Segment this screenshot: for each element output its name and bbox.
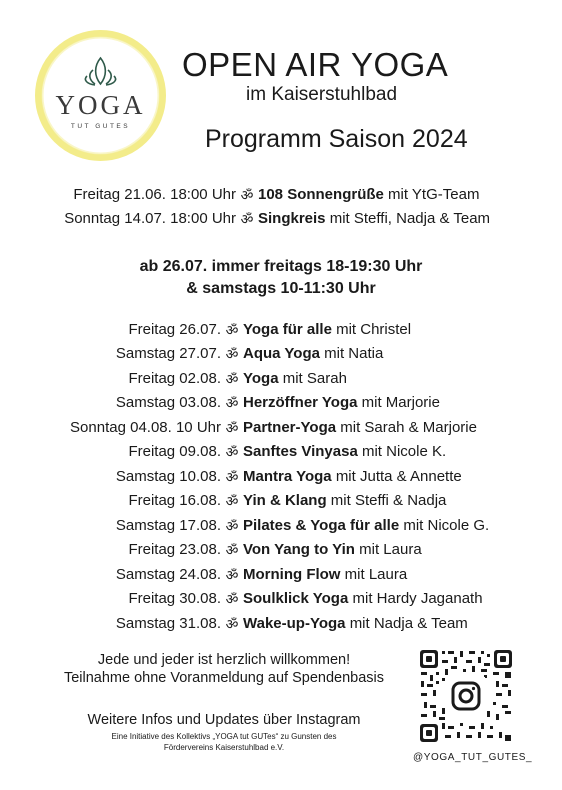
event-name: Sanftes Vinyasa [243,443,358,460]
weekly-event-row [0,370,562,388]
event-date: Freitag 16.08. [128,492,221,509]
weekly-event-row [0,345,562,363]
weekly-event-row [0,468,562,486]
instagram-handle[interactable]: @YOGA_TUT_GUTES_ [413,752,533,763]
om-icon: ॐ [225,567,239,583]
qr-code[interactable] [418,648,514,744]
weekly-event-row [0,541,562,559]
event-date: Samstag 10.08. [115,468,221,485]
weekly-event-row [0,394,562,412]
welcome-text: Jede und jeder ist herzlich willkommen! [97,652,351,668]
om-icon: ॐ [225,322,239,338]
event-teacher: mit Sarah & Marjorie [340,419,477,436]
event-date: Samstag 31.08. [115,615,221,632]
event-name: Aqua Yoga [243,345,320,362]
event-teacher: mit Laura [344,566,408,583]
weekly-event-row [0,566,562,584]
event-teacher: mit Laura [359,541,422,558]
event-date: Freitag 02.08. [128,370,221,387]
weekly-event-row [0,321,562,339]
event-name: Yin & Klang [243,492,327,509]
event-name: Mantra Yoga [243,468,332,485]
om-icon: ॐ [225,469,239,485]
schedule-note-line1: ab 26.07. immer freitags 18-19:30 Uhr [139,258,423,275]
participation-text: Teilnahme ohne Voranmeldung auf Spendenbasis [63,670,385,686]
om-icon: ॐ [240,187,254,203]
yoga-tut-gutes-logo [33,28,168,163]
event-name: Herzöffner Yoga [243,394,358,411]
page-subtitle: im Kaiserstuhlbad [246,84,398,105]
event-date: Freitag 30.08. [128,590,221,607]
season-heading: Programm Saison 2024 [205,125,468,153]
om-icon: ॐ [240,211,254,227]
logo-subline: TUT GUTES [70,123,131,130]
initiative-text-line2: Fördervereins Kaiserstuhlbad e.V. [163,743,285,752]
event-teacher: mit Steffi & Nadja [330,492,447,509]
page-title: OPEN AIR YOGA [182,46,449,83]
om-icon: ॐ [225,591,239,607]
event-teacher: mit Nadja & Team [349,615,468,632]
event-name: Partner-Yoga [243,419,337,436]
event-name: Yoga [243,370,279,387]
om-icon: ॐ [225,346,239,362]
weekly-event-row [0,517,562,535]
event-date: Freitag 26.07. [128,321,221,338]
special-event-row [0,210,562,228]
om-icon: ॐ [225,444,239,460]
weekly-event-row [0,590,562,608]
event-name: Yoga für alle [243,321,332,338]
om-icon: ॐ [225,420,239,436]
event-teacher: mit Marjorie [361,394,440,411]
event-date: Freitag 09.08. [128,443,221,460]
event-date: Freitag 23.08. [128,541,221,558]
event-teacher: mit Christel [336,321,412,338]
instagram-info-text: Weitere Infos und Updates über Instagram [87,712,361,728]
event-teacher: mit Jutta & Annette [335,468,462,485]
weekly-event-row [0,492,562,510]
event-teacher: mit YtG-Team [388,186,480,203]
om-icon: ॐ [225,371,239,387]
om-icon: ॐ [225,395,239,411]
event-date: Samstag 17.08. [115,517,221,534]
om-icon: ॐ [225,518,239,534]
event-name: Singkreis [258,210,326,227]
om-icon: ॐ [225,542,239,558]
logo-wordmark: YOGA [55,90,146,120]
weekly-event-row [0,443,562,461]
event-name: Wake-up-Yoga [243,615,346,632]
event-date: Samstag 27.07. [115,345,221,362]
event-date: Samstag 03.08. [115,394,221,411]
event-name: Morning Flow [243,566,341,583]
weekly-event-row [0,419,562,437]
event-date: Samstag 24.08. [115,566,221,583]
weekly-event-row [0,615,562,633]
om-icon: ॐ [225,616,239,632]
event-teacher: mit Nicole K. [361,443,447,460]
lotus-icon [85,58,115,85]
event-teacher: mit Sarah [282,370,347,387]
event-name: Pilates & Yoga für alle [243,517,400,534]
schedule-note-line2: & samstags 10-11:30 Uhr [186,280,376,297]
event-name: 108 Sonnengrüße [258,186,384,203]
event-date: Freitag 21.06. 18:00 Uhr [73,186,236,203]
event-date: Sonntag 04.08. 10 Uhr [70,419,221,436]
event-teacher: mit Steffi, Nadja & Team [329,210,491,227]
initiative-text-line1: Eine Initiative des Kollektivs „YOGA tut GUTes“ zu Gunsten des [111,732,337,741]
event-teacher: mit Nicole G. [403,517,490,534]
event-teacher: mit Natia [324,345,384,362]
special-event-row [0,186,562,204]
event-date: Sonntag 14.07. 18:00 Uhr [64,210,236,227]
event-teacher: mit Hardy Jaganath [352,590,483,607]
event-name: Soulklick Yoga [243,590,349,607]
om-icon: ॐ [225,493,239,509]
event-name: Von Yang to Yin [243,541,355,558]
